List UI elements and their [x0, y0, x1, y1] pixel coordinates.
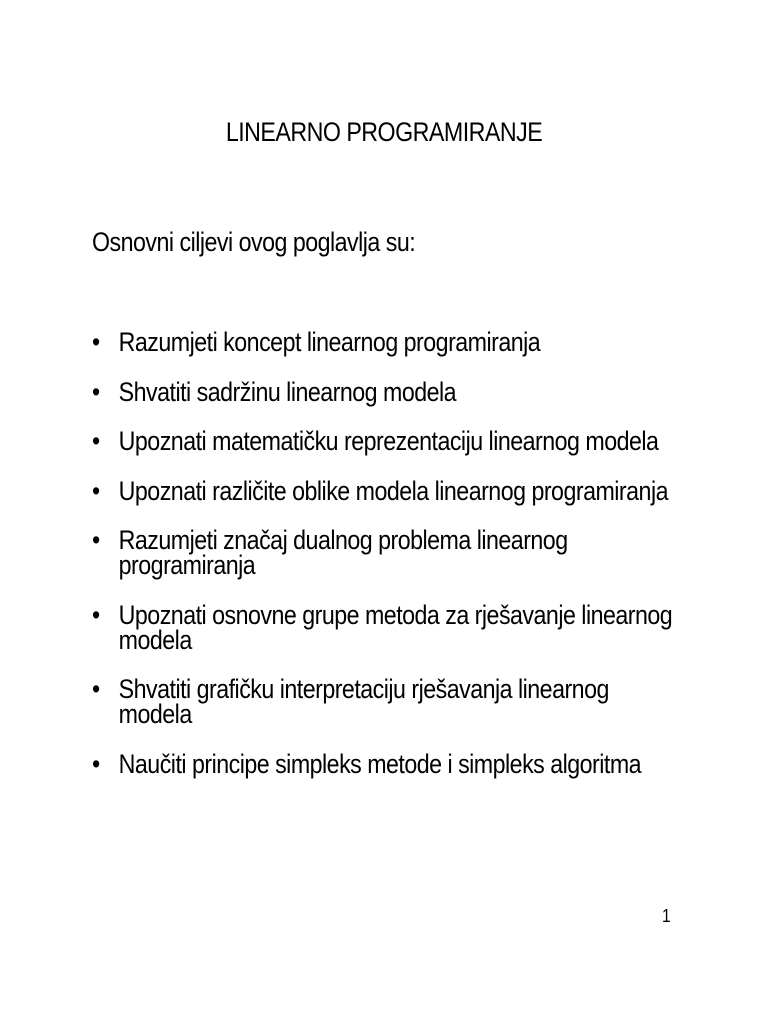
bullet-icon: • — [92, 599, 100, 630]
bullet-icon: • — [92, 426, 100, 456]
list-item — [92, 596, 694, 659]
list-item-text-continued: modela — [118, 624, 192, 655]
page-number: 1 — [662, 906, 671, 926]
bullet-icon: • — [92, 376, 100, 407]
list-item-text: Shvatiti grafičku interpretaciju rješavanja linearnog — [118, 674, 609, 704]
list-item-text: Naučiti principe simpleks metode i simpleks algoritma — [118, 748, 642, 779]
objectives-list — [92, 323, 694, 794]
list-item-text: Razumjeti koncept linearnog programiranja — [118, 327, 541, 357]
list-item-text: Razumjeti značaj dualnog problema linearnog — [118, 525, 568, 555]
list-item-text: Upoznati osnovne grupe metoda za rješavanje linearnog — [118, 599, 673, 630]
bullet-icon: • — [92, 748, 100, 779]
list-item — [92, 521, 694, 584]
list-item — [92, 422, 694, 460]
bullet-icon: • — [92, 475, 100, 506]
list-item-text: Shvatiti sadržinu linearnog modela — [118, 376, 457, 407]
list-item — [92, 745, 694, 783]
list-item — [92, 670, 694, 733]
list-item-text: Upoznati različite oblike modela linearnog programiranja — [118, 475, 668, 506]
list-item-text: Upoznati matematičku reprezentaciju linearnog modela — [118, 426, 659, 456]
list-item-text-continued: programiranja — [118, 550, 256, 580]
bullet-icon: • — [92, 674, 100, 704]
list-item — [92, 323, 694, 361]
list-item — [92, 472, 694, 510]
bullet-icon: • — [92, 327, 100, 357]
list-item-text-continued: modela — [118, 699, 192, 729]
page-title: LINEARNO PROGRAMIRANJE — [225, 117, 543, 147]
bullet-icon: • — [92, 525, 100, 555]
list-item — [92, 373, 694, 411]
intro-text: Osnovni ciljevi ovog poglavlja su: — [92, 227, 416, 257]
